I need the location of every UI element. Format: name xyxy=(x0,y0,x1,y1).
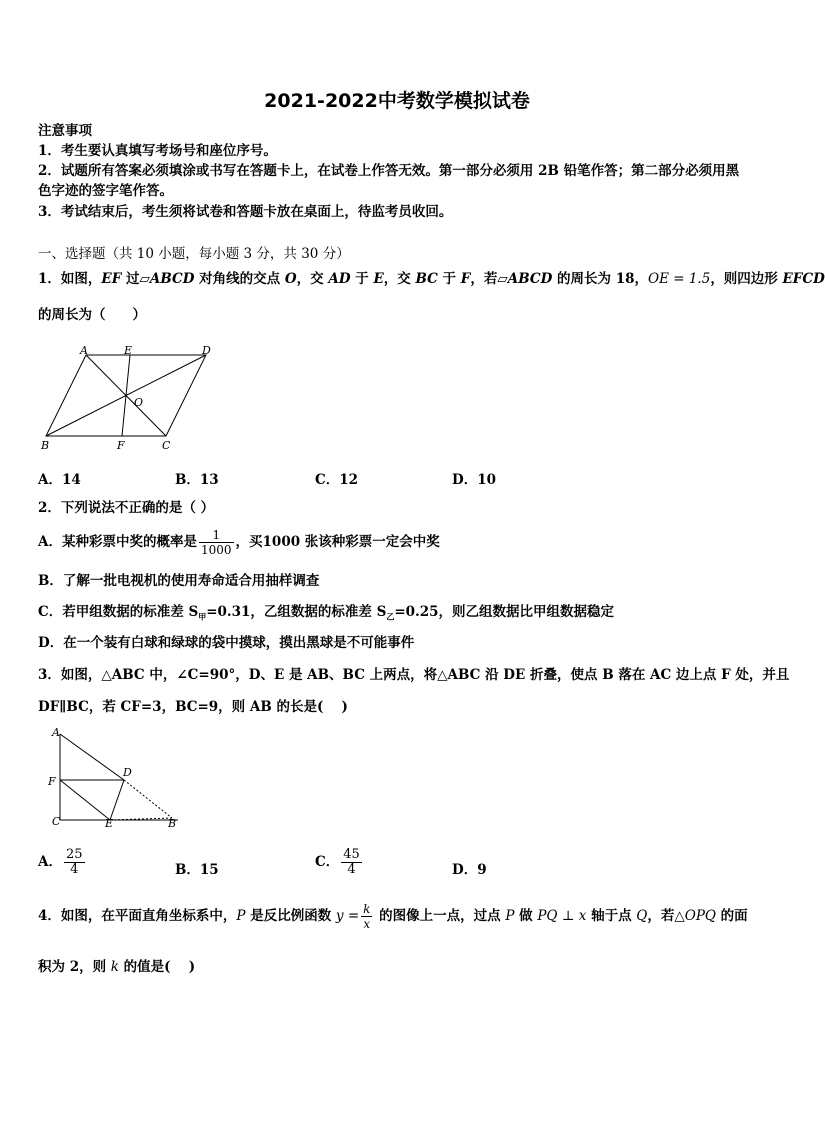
q1-stem-line2: 的周长为（ ） xyxy=(38,307,146,323)
q1-stem: 1．如图，EF 过▱ABCD 对角线的交点 O，交 AD 于 E，交 BC 于 F，若▱ABCD 的周长为 18，OE = 1.5，则四边形 EFCD xyxy=(38,271,825,287)
q1-option-d: D．10 xyxy=(452,472,496,488)
q2-option-b: B．了解一批电视机的使用寿命适合用抽样调查 xyxy=(38,573,320,589)
q3-stem-line1: 3．如图，△ABC 中，∠C=90°，D、E 是 AB、BC 上两点，将△ABC 沿 DE 折叠，使点 B 落在 AC 边上点 F 处，并且 xyxy=(38,667,790,683)
notice-heading: 注意事项 xyxy=(38,123,92,139)
section-heading: 一、选择题（共 10 小题，每小题 3 分，共 30 分） xyxy=(38,246,350,262)
q3-option-c: C． $\frac{45}{4}$ xyxy=(315,847,360,877)
q3-stem-line2: DF∥BC，若 CF=3，BC=9，则 AB 的长是( ) xyxy=(38,699,348,715)
q4-stem: 4．如图，在平面直角坐标系中，P 是反比例函数 y = $\frac{k}{x}$ 的图像上一点，过点 P 做 PQ ⊥ x 轴于点 Q，若△OPQ 的面 xyxy=(38,902,748,931)
q1-label-e: E xyxy=(124,344,133,357)
notice-item-3: 3．考试结束后，考生须将试卷和答题卡放在桌面上，待监考员收回。 xyxy=(38,204,453,220)
q1-option-a: A．14 xyxy=(38,472,81,488)
page-title: 2021-2022中考数学模拟试卷 xyxy=(264,90,530,112)
q1-label-b: B xyxy=(41,439,50,452)
q3-figure xyxy=(44,724,194,830)
q3-label-d: D xyxy=(123,766,132,779)
q2-fraction: $\frac{1}{1000}$ xyxy=(200,528,232,557)
q1-option-c: C．12 xyxy=(315,472,359,488)
q2-option-a: A．某种彩票中奖的概率是 $\frac{1}{1000}$ ，买1000 张该种彩票一定会中奖 xyxy=(38,528,440,557)
q2-option-c: C．若甲组数据的标准差 $S_甲=0.31$，乙组数据的标准差 $S_乙=0.25$，则乙组数据比甲组数据稳定 xyxy=(38,604,615,622)
q1-label-a: A xyxy=(80,344,88,357)
notice-item-2a: 2．试题所有答案必须填涂或书写在答题卡上，在试卷上作答无效。第一部分必须用 2B 铅笔作答；第二部分必须用黑 xyxy=(38,163,740,179)
q3-label-a: A xyxy=(52,726,60,739)
q1-label-f: F xyxy=(117,439,125,452)
q1-label-o: O xyxy=(134,396,144,409)
q3-label-c: C xyxy=(52,815,61,828)
q3-option-d: D．9 xyxy=(452,862,487,878)
q3-label-e: E xyxy=(105,817,114,830)
notice-item-1: 1．考生要认真填写考场号和座位序号。 xyxy=(38,143,277,159)
q3-label-f: F xyxy=(48,775,56,788)
q2-option-d: D．在一个装有白球和绿球的袋中摸球，摸出黑球是不可能事件 xyxy=(38,635,415,651)
q3-option-b: B．15 xyxy=(175,862,219,878)
q4-stem-line2: 积为 2，则 k 的值是( ) xyxy=(38,959,196,975)
q1-figure xyxy=(38,342,228,454)
q2-stem: 2．下列说法不正确的是（ ） xyxy=(38,500,215,516)
q1-label-c: C xyxy=(162,439,171,452)
notice-item-2b: 色字迹的签字笔作答。 xyxy=(38,183,173,199)
q3-label-b: B xyxy=(168,817,177,830)
q1-label-d: D xyxy=(202,344,211,357)
q3-option-a: A． $\frac{25}{4}$ xyxy=(38,847,83,877)
q1-option-b: B．13 xyxy=(175,472,219,488)
